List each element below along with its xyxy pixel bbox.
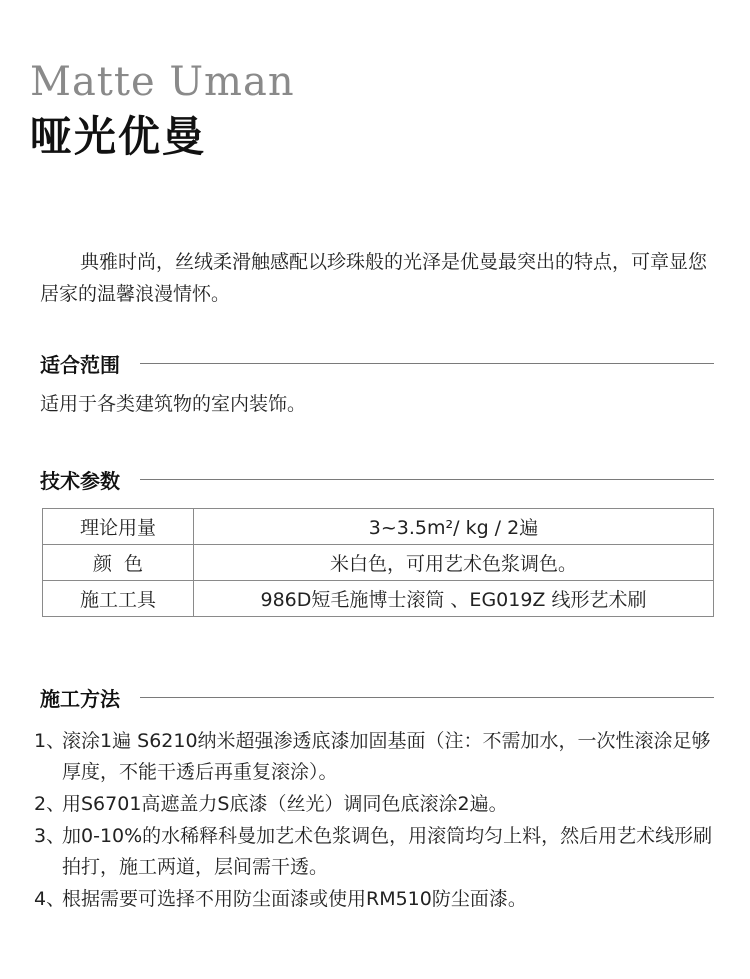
step-text: 滚涂1遍 S6210纳米超强渗透底漆加固基面（注：不需加水，一次性滚涂足够厚度，不能干透后再重复滚涂）。: [62, 730, 711, 783]
method-heading-divider: [140, 697, 714, 698]
spec-label: 理论用量: [43, 509, 194, 545]
table-row: [43, 581, 714, 617]
spec-label: 施工工具: [43, 581, 194, 617]
step-text: 加0-10%的水稀释科曼加艺术色浆调色，用滚筒均匀上料，然后用艺术线形刷拍打，施工两道，层间需干透。: [62, 825, 713, 878]
list-item: [34, 821, 724, 883]
list-item: [34, 789, 724, 820]
spec-value: 986D短毛施博士滚筒 、EG019Z 线形艺术刷: [194, 581, 714, 617]
intro-text: 典雅时尚，丝绒柔滑触感配以珍珠般的光泽是优曼最突出的特点，可章显您居家的温馨浪漫情怀。: [40, 251, 708, 305]
step-number: 1、: [34, 730, 66, 752]
step-number: 3、: [34, 825, 66, 847]
title-english: Matte Uman: [30, 59, 295, 105]
spec-value: 3~3.5m²/ kg / 2遍: [194, 509, 714, 545]
step-text: 用S6701高遮盖力S底漆（丝光）调同色底滚涂2遍。: [62, 793, 508, 815]
scope-heading-label: 适合范围: [40, 352, 120, 377]
section-scope-heading: [40, 348, 714, 378]
section-specs-heading: [40, 464, 714, 494]
intro-paragraph: [40, 246, 720, 310]
scope-text: 适用于各类建筑物的室内装饰。: [40, 393, 307, 415]
method-steps-list: [34, 726, 724, 916]
specs-table: [42, 508, 714, 617]
step-text: 根据需要可选择不用防尘面漆或使用RM510防尘面漆。: [62, 888, 527, 910]
method-heading-label: 施工方法: [40, 686, 120, 711]
spec-label: 颜 色: [43, 545, 194, 581]
specs-heading-divider: [140, 479, 714, 480]
specs-heading-label: 技术参数: [40, 468, 120, 493]
title-chinese: 哑光优曼: [30, 112, 207, 161]
spec-value: 米白色，可用艺术色浆调色。: [194, 545, 714, 581]
step-number: 4、: [34, 888, 66, 910]
list-item: [34, 726, 724, 788]
scope-heading-divider: [140, 363, 714, 364]
section-method-heading: [40, 682, 714, 712]
table-row: [43, 509, 714, 545]
step-number: 2、: [34, 793, 66, 815]
table-row: [43, 545, 714, 581]
list-item: [34, 884, 724, 915]
